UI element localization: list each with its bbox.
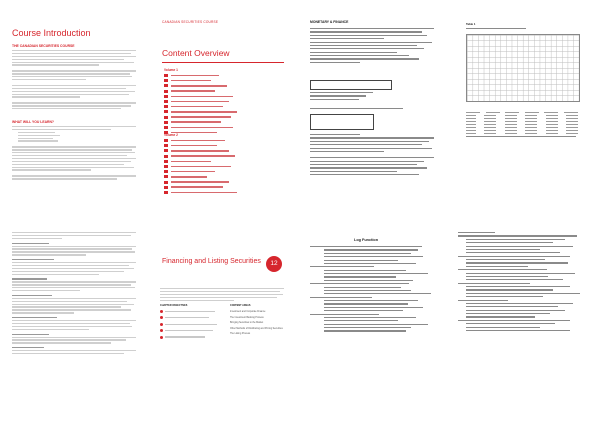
notes-block — [466, 28, 526, 31]
content-area-item: Other Methods of Distributing and Pricing Securities — [230, 327, 283, 330]
objectives-heading: CHAPTER OBJECTIVES — [160, 304, 188, 307]
page-notes — [450, 222, 590, 418]
paragraph-block — [12, 50, 136, 111]
graph-grid — [466, 34, 580, 102]
paragraph-block — [12, 126, 136, 181]
content-area-item: Bringing Securities to the Market — [230, 322, 264, 325]
chapter-list — [164, 139, 264, 196]
volume-heading: Volume 2 — [164, 133, 178, 137]
chapter-number-badge: 12 — [266, 256, 282, 272]
highlight-box — [310, 80, 392, 90]
chapter-intro — [160, 288, 284, 302]
page-economics-notes — [302, 8, 442, 204]
notes-block — [458, 232, 582, 333]
highlight-box — [310, 114, 374, 130]
page-heading: MONETARY & FINANCE — [310, 20, 349, 24]
page-title: Course Introduction — [12, 28, 91, 38]
notes-block — [310, 134, 434, 178]
page-log-function — [302, 222, 442, 418]
volume-heading: Volume 1 — [164, 68, 178, 72]
content-area-item: Investment and Corporate Finance — [230, 311, 266, 313]
page-title: Log Function — [354, 238, 379, 242]
data-table — [466, 112, 578, 136]
notes-block — [310, 92, 380, 102]
running-header: CANADIAN SECURITIES COURSE — [162, 20, 219, 24]
page-content-overview — [152, 8, 292, 204]
page-grid-sheet — [450, 8, 590, 204]
objectives-list — [160, 310, 220, 342]
section-heading: WHAT WILL YOU LEARN? — [12, 120, 55, 124]
page-course-introduction — [4, 8, 144, 204]
paragraph-block — [12, 232, 136, 356]
notes-block — [310, 108, 434, 111]
notes-block — [310, 246, 434, 334]
page-chapter-12 — [152, 222, 292, 418]
chapter-list — [164, 74, 264, 136]
page-heading: Table 1 — [466, 22, 476, 26]
content-areas-heading: CONTENT AREAS — [230, 304, 251, 307]
content-area-item: The Listing Process — [230, 333, 251, 336]
content-area-item: The Investment Banking Process — [230, 316, 264, 319]
notes-block — [466, 136, 576, 139]
page-text-continuation — [4, 222, 144, 418]
chapter-title: Financing and Listing Securities — [162, 258, 261, 265]
notes-block — [310, 28, 434, 65]
page-title: Content Overview — [162, 48, 230, 58]
content-areas-list — [230, 310, 288, 338]
section-heading: THE CANADIAN SECURITIES COURSE — [12, 44, 75, 48]
title-rule — [162, 62, 284, 63]
